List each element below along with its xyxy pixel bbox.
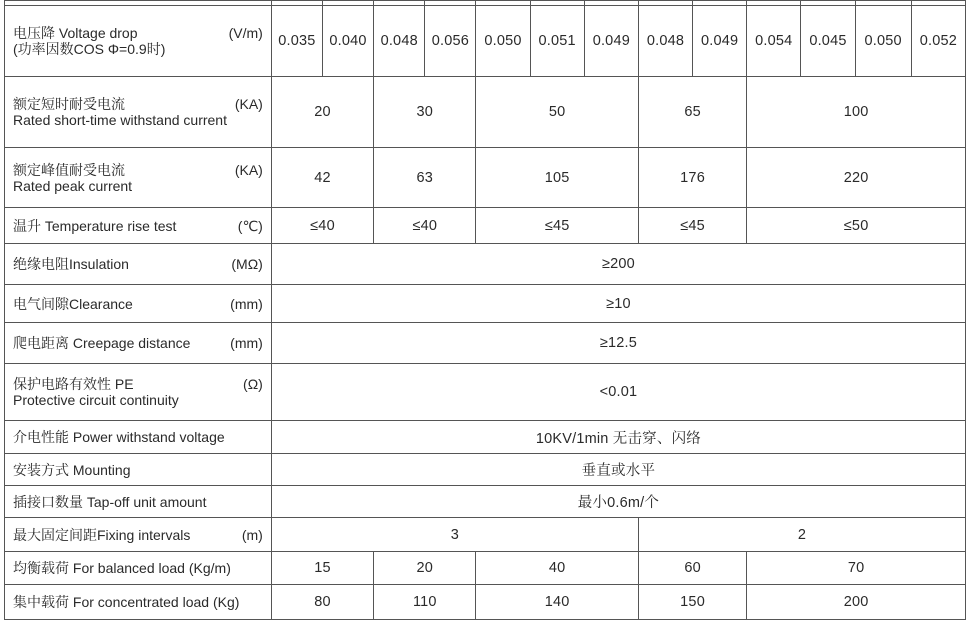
label-text: 保护电路有效性 PE [13, 376, 134, 392]
label-subtext: Rated short-time withstand current [13, 112, 227, 128]
label-text: 插接口数量 Tap-off unit amount [13, 493, 207, 510]
row-pe-continuity [5, 364, 966, 421]
table-cell: 42 [271, 148, 373, 208]
label-subtext: Protective circuit continuity [13, 392, 179, 408]
table-cell: ≥12.5 [271, 323, 965, 364]
row-insulation [5, 244, 966, 285]
row-clearance [5, 285, 966, 323]
label-subtext: (功率因数COS Φ=0.9时) [13, 41, 166, 57]
table-cell: 0.056 [425, 6, 476, 77]
label-text: 介电性能 Power withstand voltage [13, 429, 225, 445]
spec-table [4, 0, 966, 620]
table-cell: 15 [271, 552, 373, 585]
table-cell: ≤45 [638, 208, 746, 244]
row-label [5, 585, 272, 620]
row-tapoff [5, 486, 966, 518]
label-text: 爬电距离 Creepage distance [13, 335, 191, 351]
unit-text: (V/m) [228, 25, 263, 41]
table-cell: 70 [747, 552, 966, 585]
table-cell: 0.052 [911, 6, 965, 77]
table-cell: 0.048 [374, 6, 425, 77]
row-label [5, 6, 272, 77]
label-text: 安装方式 Mounting [13, 461, 131, 478]
row-label [5, 486, 272, 518]
table-cell: 20 [271, 77, 373, 148]
label-text: 电压降 Voltage drop [13, 25, 138, 41]
table-cell: ≥200 [271, 244, 965, 285]
label-text: 均衡载荷 For balanced load (Kg/m) [13, 560, 231, 576]
row-label [5, 244, 272, 285]
table-cell: <0.01 [271, 364, 965, 421]
table-cell: 200 [747, 585, 966, 620]
unit-text: (MΩ) [231, 256, 263, 272]
row-creepage [5, 323, 966, 364]
table-cell: 0.054 [747, 6, 801, 77]
table-cell: ≥10 [271, 285, 965, 323]
row-concentrated-load [5, 585, 966, 620]
label-text: 电气间隙Clearance [13, 295, 133, 312]
unit-text: (KA) [234, 161, 263, 178]
table-cell: 176 [638, 148, 746, 208]
table-cell: ≤40 [271, 208, 373, 244]
row-label [5, 518, 272, 552]
table-cell: 0.051 [530, 6, 584, 77]
unit-text: (℃) [237, 217, 263, 234]
table-cell: 2 [638, 518, 965, 552]
table-cell: 0.050 [476, 6, 530, 77]
table-cell: ≤50 [747, 208, 966, 244]
row-temperature-rise [5, 208, 966, 244]
row-balanced-load [5, 552, 966, 585]
table-cell: 垂直或水平 [271, 454, 965, 486]
row-fixing-intervals [5, 518, 966, 552]
label-text: 额定峰值耐受电流 [13, 161, 125, 178]
unit-text: (mm) [230, 295, 263, 312]
table-cell: 40 [476, 552, 638, 585]
table-cell: ≤45 [476, 208, 638, 244]
table-cell: 80 [271, 585, 373, 620]
table-cell: 60 [638, 552, 746, 585]
unit-text: (Ω) [243, 376, 263, 392]
table-cell: 110 [374, 585, 476, 620]
table-cell: 140 [476, 585, 638, 620]
unit-text: (m) [241, 526, 263, 543]
row-label [5, 421, 272, 454]
table-cell: 0.048 [638, 6, 692, 77]
row-label [5, 148, 272, 208]
table-cell: 65 [638, 77, 746, 148]
row-short-time-current [5, 77, 966, 148]
table-cell: 10KV/1min 无击穿、闪络 [271, 421, 965, 454]
table-cell: 3 [271, 518, 638, 552]
table-cell: 0.045 [801, 6, 855, 77]
table-cell: 20 [374, 552, 476, 585]
row-label [5, 364, 272, 421]
row-label [5, 323, 272, 364]
label-text: 额定短时耐受电流 [13, 96, 125, 112]
label-text: 温升 Temperature rise test [13, 217, 177, 234]
table-cell: 0.035 [271, 6, 322, 77]
row-power-withstand [5, 421, 966, 454]
row-label [5, 77, 272, 148]
table-cell: 105 [476, 148, 638, 208]
table-cell: 0.049 [584, 6, 638, 77]
table-cell: 30 [374, 77, 476, 148]
label-subtext: Rated peak current [13, 177, 133, 194]
table-cell: 最小0.6m/个 [271, 486, 965, 518]
row-label [5, 552, 272, 585]
table-cell: 0.040 [322, 6, 373, 77]
unit-text: (KA) [234, 96, 263, 112]
table-cell: 50 [476, 77, 638, 148]
label-text: 集中载荷 For concentrated load (Kg) [13, 594, 240, 610]
row-label [5, 454, 272, 486]
table-cell: 100 [747, 77, 966, 148]
unit-text: (mm) [230, 335, 263, 351]
row-peak-current [5, 148, 966, 208]
row-label [5, 285, 272, 323]
row-label [5, 208, 272, 244]
table-cell: 0.049 [693, 6, 747, 77]
label-text: 最大固定间距Fixing intervals [13, 526, 191, 543]
row-voltage-drop [5, 6, 966, 77]
table-cell: 150 [638, 585, 746, 620]
table-cell: 220 [747, 148, 966, 208]
label-text: 绝缘电阻Insulation [13, 256, 129, 272]
row-mounting [5, 454, 966, 486]
table-cell: ≤40 [374, 208, 476, 244]
table-cell: 0.050 [855, 6, 911, 77]
table-cell: 63 [374, 148, 476, 208]
